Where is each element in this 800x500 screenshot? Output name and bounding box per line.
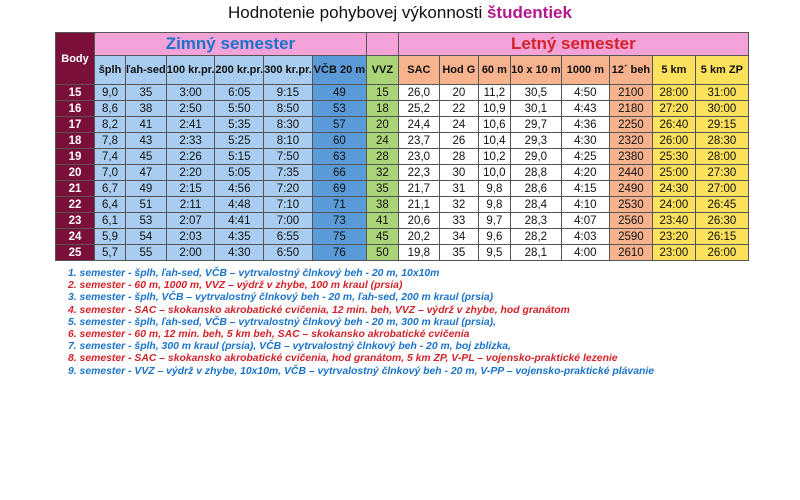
value-cell: 51: [126, 197, 167, 213]
value-cell: 4:15: [561, 181, 609, 197]
value-cell: 45: [366, 229, 398, 245]
value-cell: 25:30: [652, 149, 695, 165]
value-cell: 10,0: [478, 165, 510, 181]
value-cell: 2:15: [166, 181, 215, 197]
value-cell: 50: [366, 245, 398, 261]
table-row: [56, 165, 749, 181]
value-cell: 23:20: [652, 229, 695, 245]
value-cell: 8:10: [264, 133, 313, 149]
table-row: [56, 213, 749, 229]
value-cell: 7:10: [264, 197, 313, 213]
value-cell: 21,1: [398, 197, 439, 213]
value-cell: 69: [312, 181, 366, 197]
semester-note: 1. semester - šplh, ľah-sed, VČB – vytrvalostný člnkový beh - 20 m, 10x10m: [68, 268, 440, 279]
column-header: 100 kr.pr.: [166, 56, 215, 85]
value-cell: 25,2: [398, 101, 439, 117]
value-cell: 28,8: [510, 165, 561, 181]
value-cell: 7,0: [95, 165, 126, 181]
table-body: [56, 85, 749, 261]
value-cell: 28: [439, 149, 478, 165]
value-cell: 7:50: [264, 149, 313, 165]
value-cell: 9,7: [478, 213, 510, 229]
value-cell: 6,7: [95, 181, 126, 197]
value-cell: 2:03: [166, 229, 215, 245]
value-cell: 23:00: [652, 245, 695, 261]
value-cell: 4:50: [561, 85, 609, 101]
semester-note: 5. semester - šplh, ľah-sed, VČB – vytrvalostný člnkový beh - 20 m, 300 m kraul (prsia),: [68, 316, 496, 328]
value-cell: 54: [126, 229, 167, 245]
table-row: [56, 85, 749, 101]
table-row: [56, 197, 749, 213]
value-cell: 5:25: [215, 133, 264, 149]
points-cell: 24: [56, 229, 95, 245]
column-header: VČB 20 m: [312, 56, 366, 85]
value-cell: 66: [312, 165, 366, 181]
semester-note: 3. semester - šplh, VČB – vytrvalostný člnkový beh - 20 m, ľah-sed, 200 m kraul (prsia): [68, 292, 494, 304]
value-cell: 29,3: [510, 133, 561, 149]
value-cell: 3:00: [166, 85, 215, 101]
value-cell: 63: [312, 149, 366, 165]
value-cell: 38: [366, 197, 398, 213]
value-cell: 53: [312, 101, 366, 117]
value-cell: 2490: [609, 181, 652, 197]
value-cell: 27:00: [695, 181, 748, 197]
value-cell: 10,2: [478, 149, 510, 165]
value-cell: 31:00: [695, 85, 748, 101]
points-cell: 15: [56, 85, 95, 101]
value-cell: 26:15: [695, 229, 748, 245]
value-cell: 5,9: [95, 229, 126, 245]
points-cell: 20: [56, 165, 95, 181]
value-cell: 28,2: [510, 229, 561, 245]
value-cell: 28,3: [510, 213, 561, 229]
value-cell: 5:50: [215, 101, 264, 117]
value-cell: 9,6: [478, 229, 510, 245]
value-cell: 55: [126, 245, 167, 261]
value-cell: 31: [439, 181, 478, 197]
value-cell: 5:35: [215, 117, 264, 133]
value-cell: 2:50: [166, 101, 215, 117]
value-cell: 20,2: [398, 229, 439, 245]
value-cell: 24,4: [398, 117, 439, 133]
value-cell: 2:33: [166, 133, 215, 149]
value-cell: 2100: [609, 85, 652, 101]
semester-note: 6. semester - 60 m, 12 min. beh, 5 km beh, SAC – skokansko akrobatické cvičenia: [68, 329, 470, 341]
column-header: 300 kr.pr.: [264, 56, 313, 85]
value-cell: 2:07: [166, 213, 215, 229]
value-cell: 75: [312, 229, 366, 245]
table-row: [56, 101, 749, 117]
table-row: [56, 245, 749, 261]
value-cell: 10,4: [478, 133, 510, 149]
column-header: SAC: [398, 56, 439, 85]
value-cell: 18: [366, 101, 398, 117]
value-cell: 73: [312, 213, 366, 229]
table-row: [56, 117, 749, 133]
column-header: 5 km: [652, 56, 695, 85]
value-cell: 26:00: [695, 245, 748, 261]
value-cell: 30:00: [695, 101, 748, 117]
value-cell: 60: [312, 133, 366, 149]
value-cell: 5:15: [215, 149, 264, 165]
value-cell: 23:40: [652, 213, 695, 229]
value-cell: 53: [126, 213, 167, 229]
column-header: VVZ: [366, 56, 398, 85]
value-cell: 9,8: [478, 181, 510, 197]
value-cell: 2180: [609, 101, 652, 117]
value-cell: 7:35: [264, 165, 313, 181]
value-cell: 28:30: [695, 133, 748, 149]
value-cell: 4:10: [561, 197, 609, 213]
value-cell: 2610: [609, 245, 652, 261]
value-cell: 4:48: [215, 197, 264, 213]
value-cell: 8,6: [95, 101, 126, 117]
value-cell: 20: [439, 85, 478, 101]
semester-note: 9. semester - VVZ – výdrž v zhybe, 10x10m, VČB – vytrvalostný člnkový beh - 20 m, V-PP – vojensko-praktické plávanie: [68, 365, 654, 377]
value-cell: 26: [439, 133, 478, 149]
value-cell: 25:00: [652, 165, 695, 181]
value-cell: 35: [439, 245, 478, 261]
value-cell: 2:20: [166, 165, 215, 181]
value-cell: 32: [439, 197, 478, 213]
value-cell: 20,6: [398, 213, 439, 229]
value-cell: 22,3: [398, 165, 439, 181]
value-cell: 4:36: [561, 117, 609, 133]
value-cell: 4:07: [561, 213, 609, 229]
table-row: [56, 149, 749, 165]
column-header: ľah-sed: [126, 56, 167, 85]
table-row: [56, 181, 749, 197]
value-cell: 2590: [609, 229, 652, 245]
value-cell: 22: [439, 101, 478, 117]
value-cell: 2530: [609, 197, 652, 213]
points-cell: 17: [56, 117, 95, 133]
column-header: 12´ beh: [609, 56, 652, 85]
value-cell: 26:00: [652, 133, 695, 149]
column-header: Hod G: [439, 56, 478, 85]
value-cell: 2:00: [166, 245, 215, 261]
value-cell: 57: [312, 117, 366, 133]
value-cell: 49: [312, 85, 366, 101]
column-header: 60 m: [478, 56, 510, 85]
semester-note: 8. semester - SAC – skokansko akrobatické cvičenia, hod granátom, 5 km ZP, V-PL – vojensko-praktické lezenie: [68, 353, 618, 365]
value-cell: 4:30: [215, 245, 264, 261]
points-cell: 22: [56, 197, 95, 213]
value-cell: 10,9: [478, 101, 510, 117]
value-cell: 23,7: [398, 133, 439, 149]
points-cell: 21: [56, 181, 95, 197]
value-cell: 47: [126, 165, 167, 181]
value-cell: 24: [439, 117, 478, 133]
value-cell: 71: [312, 197, 366, 213]
value-cell: 26,0: [398, 85, 439, 101]
value-cell: 9,5: [478, 245, 510, 261]
column-header: 5 km ZP: [695, 56, 748, 85]
value-cell: 7:20: [264, 181, 313, 197]
value-cell: 2380: [609, 149, 652, 165]
value-cell: 6:55: [264, 229, 313, 245]
value-cell: 76: [312, 245, 366, 261]
value-cell: 4:20: [561, 165, 609, 181]
summer-semester-header: Letný semester: [398, 33, 748, 56]
value-cell: 28: [366, 149, 398, 165]
value-cell: 29:15: [695, 117, 748, 133]
value-cell: 7:00: [264, 213, 313, 229]
value-cell: 34: [439, 229, 478, 245]
semester-notes: [68, 268, 654, 378]
value-cell: 28,4: [510, 197, 561, 213]
value-cell: 15: [366, 85, 398, 101]
value-cell: 9,8: [478, 197, 510, 213]
value-cell: 28:00: [652, 85, 695, 101]
value-cell: 4:41: [215, 213, 264, 229]
value-cell: 4:00: [561, 245, 609, 261]
semester-note: 2. semester - 60 m, 1000 m, VVZ – výdrž v zhybe, 100 m kraul (prsia): [68, 280, 403, 292]
table-row: [56, 133, 749, 149]
column-header: 200 kr.pr.: [215, 56, 264, 85]
value-cell: 49: [126, 181, 167, 197]
value-cell: 7,8: [95, 133, 126, 149]
value-cell: 2250: [609, 117, 652, 133]
value-cell: 24: [366, 133, 398, 149]
value-cell: 32: [366, 165, 398, 181]
value-cell: 26:40: [652, 117, 695, 133]
value-cell: 24:30: [652, 181, 695, 197]
value-cell: 6:50: [264, 245, 313, 261]
value-cell: 35: [126, 85, 167, 101]
value-cell: 11,2: [478, 85, 510, 101]
points-cell: 23: [56, 213, 95, 229]
value-cell: 9:15: [264, 85, 313, 101]
value-cell: 4:35: [215, 229, 264, 245]
value-cell: 29,0: [510, 149, 561, 165]
value-cell: 28,1: [510, 245, 561, 261]
column-header-row: [56, 56, 749, 85]
table-row: [56, 229, 749, 245]
value-cell: 19,8: [398, 245, 439, 261]
body-header: Body: [56, 33, 95, 85]
vvz-spacer: [366, 33, 398, 56]
value-cell: 2:11: [166, 197, 215, 213]
value-cell: 6,4: [95, 197, 126, 213]
value-cell: 33: [439, 213, 478, 229]
points-cell: 25: [56, 245, 95, 261]
value-cell: 23,0: [398, 149, 439, 165]
value-cell: 4:56: [215, 181, 264, 197]
page-title: [0, 3, 800, 23]
semester-note: 7. semester - šplh, 300 m kraul (prsia), VČB – vytrvalostný člnkový beh - 20 m, boj zblízka,: [68, 341, 511, 353]
value-cell: 10,6: [478, 117, 510, 133]
column-header: šplh: [95, 56, 126, 85]
title-prefix: Hodnotenie pohybovej výkonnosti: [228, 3, 487, 22]
semester-note: 4. semester - SAC – skokansko akrobatické cvičenia, 12 min. beh, VVZ – výdrž v zhybe, hod granátom: [68, 304, 570, 316]
value-cell: 21,7: [398, 181, 439, 197]
column-header: 1000 m: [561, 56, 609, 85]
value-cell: 24:00: [652, 197, 695, 213]
value-cell: 2560: [609, 213, 652, 229]
value-cell: 30,1: [510, 101, 561, 117]
value-cell: 5,7: [95, 245, 126, 261]
points-cell: 19: [56, 149, 95, 165]
value-cell: 45: [126, 149, 167, 165]
value-cell: 6:05: [215, 85, 264, 101]
value-cell: 4:25: [561, 149, 609, 165]
value-cell: 2:41: [166, 117, 215, 133]
value-cell: 26:30: [695, 213, 748, 229]
value-cell: 28,6: [510, 181, 561, 197]
value-cell: 9,0: [95, 85, 126, 101]
value-cell: 8,2: [95, 117, 126, 133]
value-cell: 20: [366, 117, 398, 133]
value-cell: 38: [126, 101, 167, 117]
title-highlight: študentiek: [486, 3, 572, 22]
value-cell: 35: [366, 181, 398, 197]
value-cell: 8:50: [264, 101, 313, 117]
value-cell: 30: [439, 165, 478, 181]
points-cell: 18: [56, 133, 95, 149]
value-cell: 27:20: [652, 101, 695, 117]
value-cell: 4:43: [561, 101, 609, 117]
value-cell: 2440: [609, 165, 652, 181]
value-cell: 5:05: [215, 165, 264, 181]
value-cell: 41: [126, 117, 167, 133]
value-cell: 26:45: [695, 197, 748, 213]
points-cell: 16: [56, 101, 95, 117]
value-cell: 28:00: [695, 149, 748, 165]
value-cell: 4:03: [561, 229, 609, 245]
value-cell: 2320: [609, 133, 652, 149]
column-header: 10 x 10 m: [510, 56, 561, 85]
scoring-table: [55, 32, 749, 261]
value-cell: 4:30: [561, 133, 609, 149]
value-cell: 8:30: [264, 117, 313, 133]
value-cell: 30,5: [510, 85, 561, 101]
value-cell: 7,4: [95, 149, 126, 165]
value-cell: 43: [126, 133, 167, 149]
value-cell: 29,7: [510, 117, 561, 133]
value-cell: 41: [366, 213, 398, 229]
value-cell: 6,1: [95, 213, 126, 229]
value-cell: 2:26: [166, 149, 215, 165]
value-cell: 27:30: [695, 165, 748, 181]
winter-semester-header: Zimný semester: [95, 33, 367, 56]
